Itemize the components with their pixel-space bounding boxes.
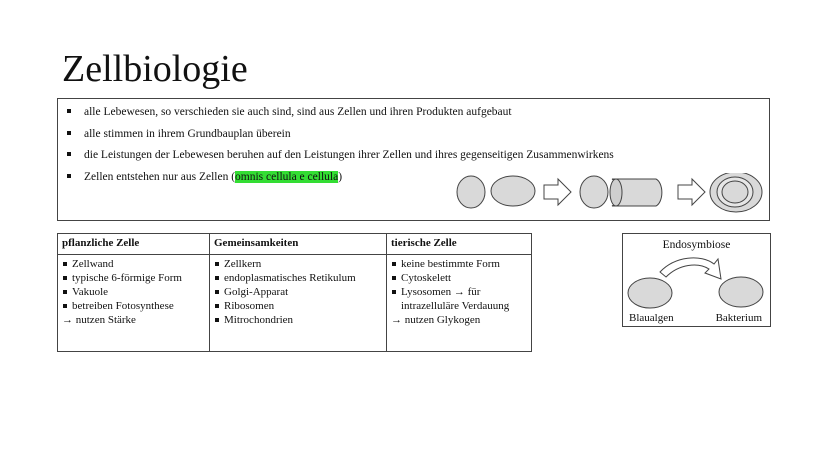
bullet-square-icon: [392, 262, 396, 266]
bullet-square-icon: [392, 290, 396, 294]
bullet-square-icon: [215, 318, 219, 322]
common-features-list: [214, 257, 382, 327]
cell-shape: [457, 176, 485, 208]
list-item-text: Vakuole: [72, 286, 109, 298]
cell-shape: [491, 176, 535, 206]
list-note: → nutzen Stärke: [62, 314, 136, 326]
list-item-continuation: [391, 299, 527, 313]
list-item-text: Zellwand: [72, 258, 114, 270]
arrow-right-icon: [678, 179, 705, 205]
list-item: [391, 285, 527, 299]
cell-division-diagram: [456, 173, 766, 217]
bullet-square-icon: [63, 262, 67, 266]
list-item: [391, 257, 527, 271]
list-item: [214, 271, 382, 285]
list-item-text: betreiben Fotosynthese: [72, 300, 174, 312]
list-item-text: Zellkern: [224, 258, 262, 270]
list-item-text: Mitrochondrien: [224, 314, 294, 326]
endosymbiosis-diagram: [622, 233, 771, 327]
list-item: [62, 299, 205, 313]
list-item: [214, 285, 382, 299]
bullet-square-icon: [67, 152, 71, 156]
list-item: [66, 127, 614, 149]
bullet-square-icon: [67, 174, 71, 178]
list-item-text: Lysosomen → für: [401, 286, 481, 298]
animal-cell-list: [391, 257, 527, 327]
table-header-row: [58, 234, 532, 255]
bullet-square-icon: [215, 262, 219, 266]
cell-shape: [610, 179, 622, 206]
cell-shape: [722, 181, 748, 203]
comparison-table: [57, 233, 532, 352]
highlighted-latin-phrase: omnis cellula e cellula: [235, 170, 339, 183]
list-item-text: Zellen entstehen nur aus Zellen (: [84, 170, 236, 183]
page-title: Zellbiologie: [62, 48, 248, 90]
list-item: [62, 257, 205, 271]
list-item-text: alle Lebewesen, so verschieden sie auch sind, sind aus Zellen und ihren Produkten aufgebaut: [84, 106, 512, 118]
right-label: Bakterium: [715, 312, 762, 324]
bullet-square-icon: [215, 304, 219, 308]
cell-theory-box: [57, 98, 770, 221]
list-item-text: keine bestimmte Form: [401, 258, 500, 270]
list-item: [62, 271, 205, 285]
table-cell: [58, 255, 210, 352]
bullet-square-icon: [392, 276, 396, 280]
list-item: [66, 105, 614, 127]
closing-paren: ): [338, 170, 343, 183]
cell-shape: [719, 277, 763, 307]
cell-shape: [628, 278, 672, 308]
endosymbiosis-title: Endosymbiose: [662, 239, 731, 251]
bullet-square-icon: [215, 290, 219, 294]
list-item-text: intrazelluläre Verdauung: [401, 300, 510, 312]
column-header: Gemeinsamkeiten: [210, 234, 387, 255]
bullet-square-icon: [215, 276, 219, 280]
list-item-text: alle stimmen in ihrem Grundbauplan überein: [84, 127, 291, 140]
list-item: [214, 299, 382, 313]
list-item: [62, 285, 205, 299]
table-cell: [210, 255, 387, 352]
bullet-square-icon: [63, 304, 67, 308]
list-item-text: typische 6-förmige Form: [72, 272, 182, 284]
bullet-square-icon: [63, 290, 67, 294]
list-item: [214, 313, 382, 327]
list-note: → nutzen Glykogen: [391, 314, 481, 326]
bullet-square-icon: [67, 131, 71, 135]
curved-arrow-icon: [660, 258, 721, 279]
list-item-text: endoplasmatisches Retikulum: [224, 272, 356, 284]
left-label: Blaualgen: [629, 312, 674, 324]
table-cell: [387, 255, 532, 352]
list-item: [66, 148, 614, 170]
bullet-square-icon: [63, 276, 67, 280]
plant-cell-list: [62, 257, 205, 327]
list-item: [391, 271, 527, 285]
column-header: tierische Zelle: [387, 234, 532, 255]
list-item-text: Cytoskelett: [401, 272, 452, 284]
list-item-text: Golgi-Apparat: [224, 286, 289, 298]
cell-shape: [580, 176, 608, 208]
arrow-right-icon: [544, 179, 571, 205]
list-item-text: die Leistungen der Lebewesen beruhen auf den Leistungen ihrer Zellen und ihres gegenseitigen Zusammenwirkens: [84, 149, 614, 161]
column-header: pflanzliche Zelle: [58, 234, 210, 255]
table-row: [58, 255, 532, 352]
list-item: [214, 257, 382, 271]
bullet-square-icon: [67, 109, 71, 113]
list-item-text: Ribosomen: [224, 300, 275, 312]
